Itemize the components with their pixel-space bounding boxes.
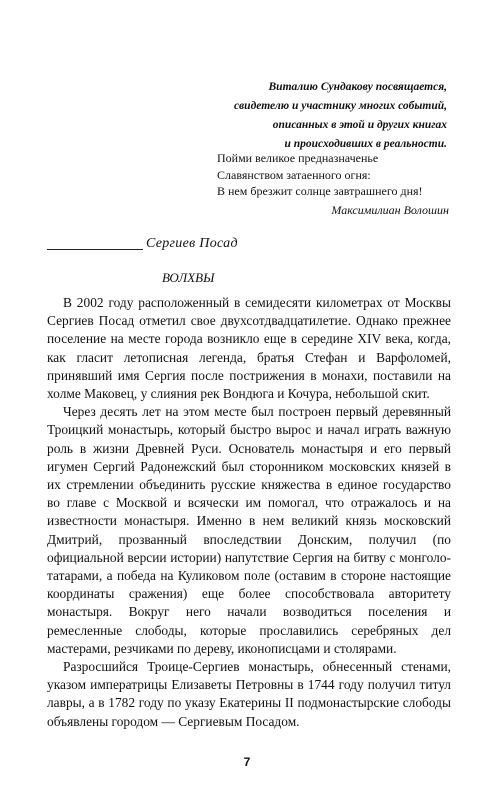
paragraph: В 2002 году расположенный в семидесяти километрах от Москвы Сергиев Посад отметил свое двухсотдвадцатилетие. Однако прежнее поселение на месте города возникло еще в середине XIV века, когда, как гласит летописная легенда, братья Стефан и Варфоломей, принявший имя Сергия после пострижения в монахи, поставили на холме Маковец, у слияния рек Вондюга и Кочура, небольшой скит. [47,295,451,402]
chapter-title: Сергиев Посад [146,236,238,251]
epigraph [217,150,449,218]
epigraph-author: Максимилиан Волошин [331,202,449,217]
dedication-line: свидетелю и участнику многих событий, [233,100,447,112]
paragraph: Разросшийся Троице-Сергиев монастырь, обнесенный стенами, указом императрицы Елизаветы Петровны в 1744 году получил титул лавры, а в 1782 году по указу Екатерины II подмонастырские слободы объявлены городом — Сергиевым Посадом. [47,659,451,729]
body-text [47,294,451,731]
epigraph-line: Пойми великое предназначенье [217,151,379,165]
chapter-rule [47,249,143,250]
dedication-line: и происходивших в реальности. [284,138,447,150]
epigraph-line: Славянством затаенного огня: [217,167,371,182]
page-number: 7 [243,755,251,769]
epigraph-line: В нем брезжит солнце завтрашнего дня! [217,184,423,198]
section-title: ВОЛХВЫ [162,270,215,285]
dedication [107,78,447,154]
paragraph: Через десять лет на этом месте был построен первый деревянный Троицкий монастырь, который быстро вырос и начал играть важную роль в жизни Древней Руси. Основатель монастыря и его первый игумен Сергий Радонежский был сторонником московских князей в их стремлении объединить русские княжества в единое государство во главе с Москвой и всячески им помогал, что отражалось и на известности монастыря. Именно в нем великий князь московский Дмитрий, прозванный впоследствии Донским, получил (по официальной версии истории) напутствие Сергия на битву с монголо-татарами, а победа на Куликовом поле (оставим в стороне настоящие координаты сражения) еще более способствовала авторитету монастыря. Вокруг него начали возводиться поселения и ремесленные слободы, которые прославились серебряных дел мастерами, резчиками по дереву, иконописцами и столярами. [47,404,451,656]
dedication-line: описанных в этой и других книгах [272,119,447,131]
dedication-line: Виталию Сундакову посвящается, [268,81,447,93]
